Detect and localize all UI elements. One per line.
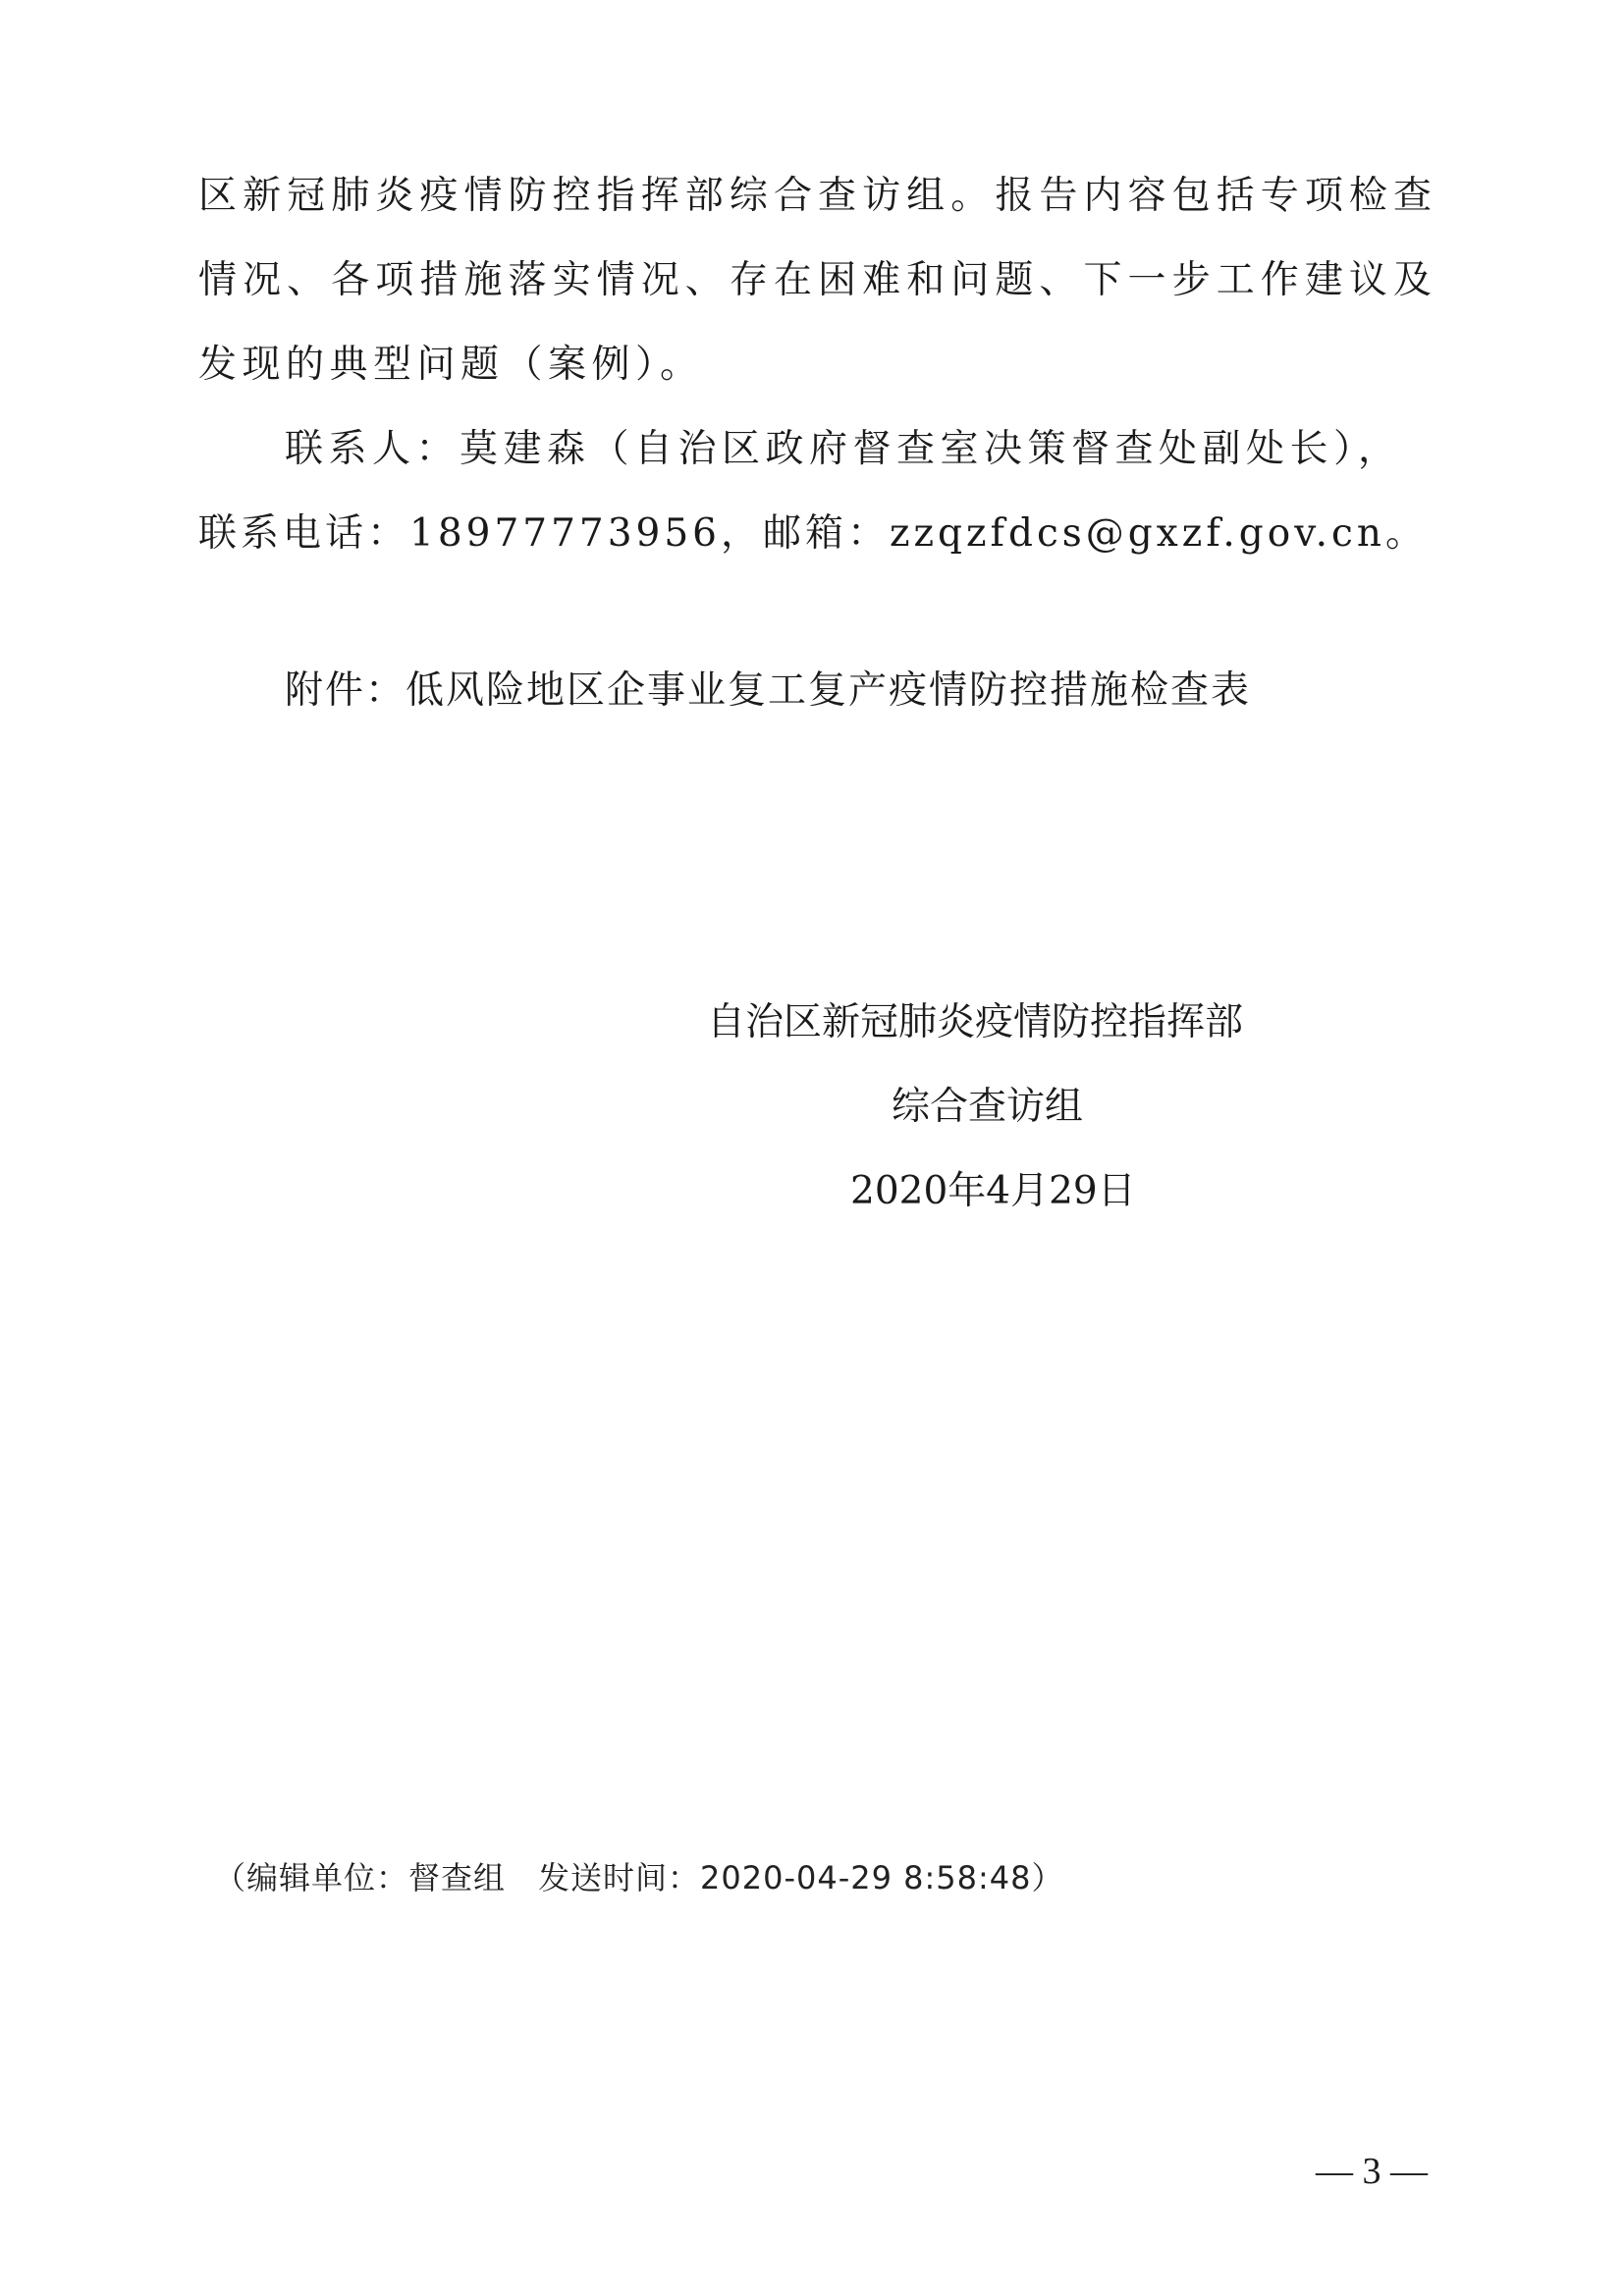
contact-person-line: 联系人：莫建森（自治区政府督查室决策督查处副处长）， [285,427,1402,471]
signature-date: 2020年4月29日 [850,1169,1136,1213]
signature-organization: 自治区新冠肺炎疫情防控指挥部 [707,1000,1244,1044]
attachment-line: 附件：低风险地区企事业复工复产疫情防控措施检查表 [285,668,1252,713]
contact-info-line: 联系电话：18977773956，邮箱：zzqzfdcs@gxzf.gov.cn。 [198,511,1428,556]
page-number: — 3 — [1316,2151,1428,2192]
edit-info-footnote: （编辑单位：督查组 发送时间：2020-04-29 8:58:48） [214,1859,1064,1896]
body-paragraph-line: 情况、各项措施落实情况、存在困难和问题、下一步工作建议及 [198,258,1432,302]
body-paragraph-line: 区新冠肺炎疫情防控指挥部综合查访组。报告内容包括专项检查 [198,174,1432,218]
body-paragraph-line: 发现的典型问题（案例）。 [198,343,704,387]
signature-suborganization: 综合查访组 [892,1085,1084,1129]
